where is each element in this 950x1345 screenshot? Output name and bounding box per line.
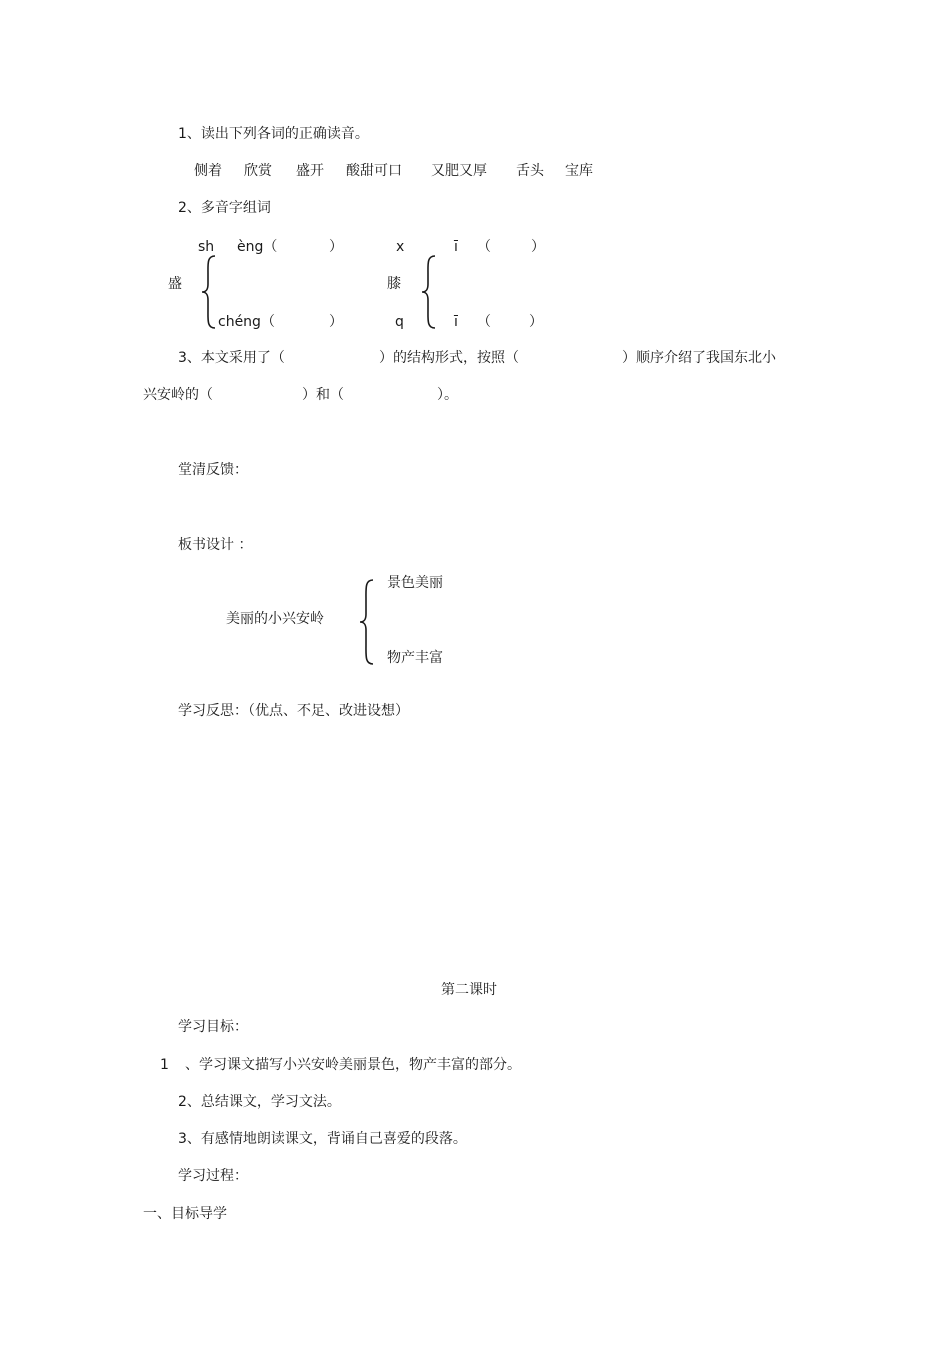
q1-word: 盛开: [296, 163, 324, 179]
section1-heading: 一、目标导学: [143, 1206, 227, 1222]
sheng-bottom-pinyin: chéng（: [218, 314, 275, 330]
xi-bottom-close-paren: ）: [529, 314, 543, 330]
xi-bottom-tone: ī: [454, 314, 458, 330]
goal2-text: 2、总结课文，学习文法。: [178, 1094, 341, 1110]
reflection-heading: 学习反思：（优点、不足、改进设想）: [178, 703, 409, 719]
q1-word: 侧着: [194, 163, 222, 179]
q1-word: 欣赏: [244, 163, 272, 179]
xi-top-letter: x: [396, 239, 405, 255]
q2-title: 2、多音字组词: [178, 200, 271, 216]
xi-brace: [420, 254, 438, 330]
q1-word: 舌头: [516, 163, 544, 179]
lesson2-heading: 第二课时: [441, 982, 497, 998]
q1-title: 1、读出下列各词的正确读音。: [178, 126, 369, 142]
xi-bottom-open-paren: （: [477, 314, 491, 330]
goals-heading: 学习目标：: [178, 1019, 248, 1035]
goal3-text: 3、有感情地朗读课文，背诵自己喜爱的段落。: [178, 1131, 467, 1147]
sheng-top-pinyin-initial: sh: [198, 239, 215, 255]
q3-part: 3、本文采用了（: [178, 350, 285, 366]
q1-word: 宝库: [565, 163, 593, 179]
goal1-number: 1: [160, 1057, 169, 1073]
q3-part: ）。: [437, 387, 458, 403]
xi-top-tone: ī: [454, 239, 458, 255]
q3-part: ）的结构形式，按照（: [379, 350, 519, 366]
xi-bottom-letter: q: [395, 314, 404, 330]
xi-top-open-paren: （: [477, 239, 491, 255]
q3-part: ）和（: [302, 387, 344, 403]
q3-part: ）顺序介绍了我国东北小: [622, 350, 776, 366]
board-bottom-item: 物产丰富: [387, 650, 443, 666]
goal1-text: 、学习课文描写小兴安岭美丽景色，物产丰富的部分。: [185, 1057, 521, 1073]
board-design-heading: 板书设计 ：: [178, 537, 253, 553]
sheng-char: 盛: [168, 276, 182, 292]
board-brace: [358, 578, 376, 666]
q1-word: 酸甜可口: [346, 163, 402, 179]
q3-part: 兴安岭的（: [143, 387, 213, 403]
sheng-brace: [200, 254, 218, 330]
board-top-item: 景色美丽: [387, 575, 443, 591]
sheng-bottom-close-paren: ）: [329, 314, 343, 330]
process-heading: 学习过程：: [178, 1168, 248, 1184]
sheng-top-pinyin-final: èng（: [237, 239, 278, 255]
board-center-title: 美丽的小兴安岭: [226, 611, 324, 627]
q1-word: 又肥又厚: [431, 163, 487, 179]
xi-top-close-paren: ）: [531, 239, 545, 255]
xi-char: 膝: [387, 276, 401, 292]
sheng-top-close-paren: ）: [329, 239, 343, 255]
feedback-heading: 堂清反馈：: [178, 462, 248, 478]
